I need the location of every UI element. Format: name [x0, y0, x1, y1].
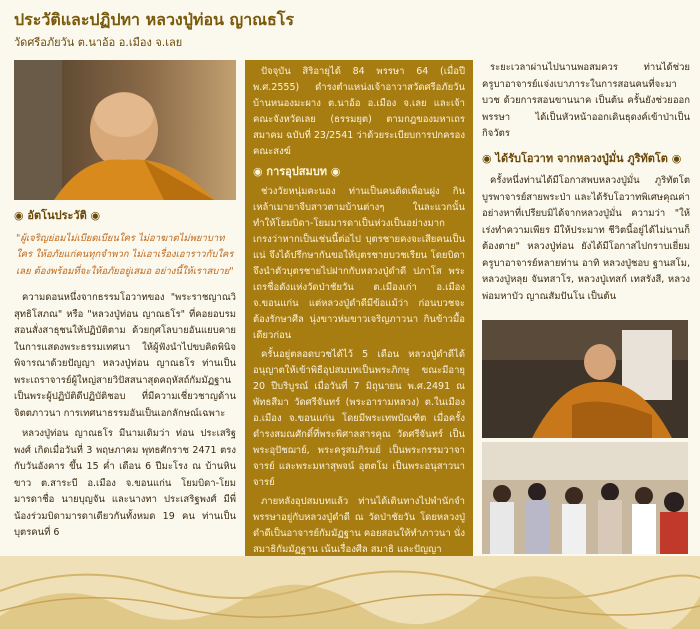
page-subtitle: วัดศรีอภัยวัน ต.นาอ้อ อ.เมือง จ.เลย [14, 36, 183, 49]
right-paragraph-1: ระยะเวลาผ่านไปนานพอสมควร ท่านได้ช่วยครูบาอาจารย์แจ่งเบาภาระในการสอนคนที่จะมาบวช ด้วยการสอนขานนาค เป็นต้น ครั้นยังช่วยออกพรรษา ได้เป็นหัวหน้าออกเดินธุดงค์เข้าป่าเป็นกิจวัตร [482, 62, 690, 139]
ajahn-mun-paragraph: ครั้งหนึ่งท่านได้มีโอกาสพบหลวงปู่มั่น ภูริทัตโต บูรพาจารย์สายพระป่า และได้รับโอวาทพิเศษคุณค่า อย่างหาที่เปรียบมิได้จากหลวงปู่มั่น ความว่า "ให้เร่งทำความเพียร มีให้ประมาท ชีวิตนี้อยู่ได้ไม่นานก็ต้องตาย" หลวงปู่ท่อน ยังได้มีโอกาสไปกราบเยี่ยมครูบาอาจารย์หลายท่าน อาทิ หลวงปู่ชอบ ฐานสโม, หลวงปู่หลุย จันทสาโร, หลวงปู่เทสก์ เทสรังสี, หลวงพ่อมหาบัว ญาณสัมปันโน เป็นต้น [482, 175, 690, 302]
audience-photo [482, 442, 688, 554]
biography-paragraph-1: ความดอนหนึ่งจากธรรมโอวาทของ "พระราชญาณวิสุทธิโสภณ" หรือ "หลวงปู่ท่อน ญาณธโร" ที่คอยอบรมสอนสั่งสาธุชนให้ปฏิบัติตาม ด้วยกุศโลบายอันแยบคายในการแสดงพระธรรมเทศนา ให้ผู้ฟังนำไปขบคิดพินิจพิจารณาด้วยปัญญา หลวงปู่ท่อน ญาณธโร ท่านเป็นพระเถราจารย์ผู้ใหญ่สายวิปัสสนาสุดคฤหัสถ์กัมมัฏฐาน เป็นพระผู้ปฏิบัติดีปฏิบัติชอบ ที่มีความเชี่ยวชาญด้านจิตตภาวนา การเทศนาธรรมอันเป็นเอกลักษณ์เฉพาะ [14, 292, 236, 419]
dhamma-quote: "ผู้เจริญย่อมไม่เบียดเบียนใคร ไม่อาฆาตไม่พยาบาทใคร ให้อภัยแก่คนทุกจำพวก ไม่เอาเรื่องเอาราวกับใครเลย ต้องพร้อมที่จะให้อภัยอยู่เสมอ อย่างนี้ให้เราสบาย" [16, 232, 234, 277]
current-status-paragraph: ปัจจุบัน สิริอายุได้ 84 พรรษา 64 (เมื่อปี พ.ศ.2555) ดำรงตำแหน่งเจ้าอาวาสวัดศรีอภัยวัน บ้านหนองมะผาง ต.นาอ้อ อ.เมือง จ.เลย และเจ้าคณะจังหวัดเลย (ธรรมยุต) ตามกฎของมหาเถรสมาคม ฉบับที่ 23/2541 ว่าด้วยระเบียบการปกครองคณะสงฆ์ [253, 66, 465, 157]
ordination-column [245, 60, 473, 556]
monk-portrait-photo [14, 60, 236, 200]
decorative-footer-pattern [0, 556, 700, 629]
ordination-paragraph-1: ช่วงวัยหนุ่มคะนอง ท่านเป็นคนติดเพื่อนฝูง กินเหล้าเมายาจีบสาวตามบ้านต่างๆ ในละแวกนั้น ทำให้โยมบิดา-โยมมารดาเป็นห่วงเป็นอย่างมาก เกรงว่าหากเป็นเช่นนี้ต่อไป บุตรชายคงจะเสียคนเป็นแน่ จึงได้ปรึกษากันขอให้บุตรชายบวชเรียน โดยบิดาจึงนำตัวบุตรชายไปฝากกับหลวงปู่ดำดี ปภาโส พระเถรชื่อดังแห่งวัดป่าชัยวัน ต.เมืองเก่า อ.เมือง จ.ขอนแก่น แต่หลวงปู่ดำดีมีข้อแม้ว่า ก่อนบวชจะต้องรักษาศีล นุ่งขาวห่มขาวเจริญภาวนา กินข้าวมื้อเดียวก่อน [253, 186, 465, 341]
biography-paragraph-2: หลวงปู่ท่อน ญาณธโร มีนามเดิมว่า ท่อน ประเสริฐพงศ์ เกิดเมื่อวันที่ 3 พฤษภาคม พุทธศักราช 2471 ตรงกับวันอังคาร ขึ้น 15 ค่ำ เดือน 6 ปีมะโรง ณ บ้านหินขาว ต.สาระบี อ.เมือง จ.ขอนแก่น โยมบิดา-โยมมารดาชื่อ นายบุญจัน และนางทา ประเสริฐพงศ์ มีพี่น้องร่วมบิดามารดาเดียวกันทั้งหมด 19 คน ท่านเป็นบุตรคนที่ 6 [14, 428, 236, 538]
section-title-ordination: ◉ การอุปสมบท ◉ [253, 165, 341, 178]
monk-seated-photo [482, 320, 688, 438]
ordination-paragraph-2: ครั้นอยู่ตลอดบวชได้ไว้ 5 เดือน หลวงปู่ดำดีได้อนุญาตให้เข้าพิธีอุปสมบทเป็นพระภิกษุ ขณะมีอายุ 20 ปีบริบูรณ์ เมื่อวันที่ 7 มิถุนายน พ.ศ.2491 ณ พัทธสีมา วัดศรีจันทร์ (พระอารามหลวง) ต.ในเมือง อ.เมือง จ.ขอนแก่น โดยมีพระเทพบัณฑิต เมื่อครั้งดำรงสมณศักดิ์ที่พระพิศาลสารคุณ วัดศรีจันทร์ เป็นพระอุปัชฌาย์, พระครูสมภิรมย์ เป็นพระกรรมวาจาจารย์ และพระมหาสุพจน์ อุตตโม เป็นพระอนุสาวนาจารย์ [253, 349, 465, 488]
section-title-biography: ◉ อัตโนประวัติ ◉ [14, 209, 101, 222]
section-title-ajahn-mun: ◉ ได้รับโอวาท จากหลวงปู่มั่น ภูริทัตโต ◉ [482, 151, 682, 165]
ordination-paragraph-3: ภายหลังอุปสมบทแล้ว ท่านได้เดินทางไปพำนักจำพรรษาอยู่กับหลวงปู่ดำดี ณ วัดป่าชัยวัน โดยหลวงปู่ดำดีเป็นอาจารย์กัมมัฏฐาน คอยสอนให้ทำภาวนา นั่งสมาธิกัมมัฏฐาน เน้นเรื่องศีล สมาธิ และปัญญา [253, 496, 465, 555]
page-title: ประวัติและปฏิปทา หลวงปู่ท่อน ญาณธโร [14, 10, 294, 29]
